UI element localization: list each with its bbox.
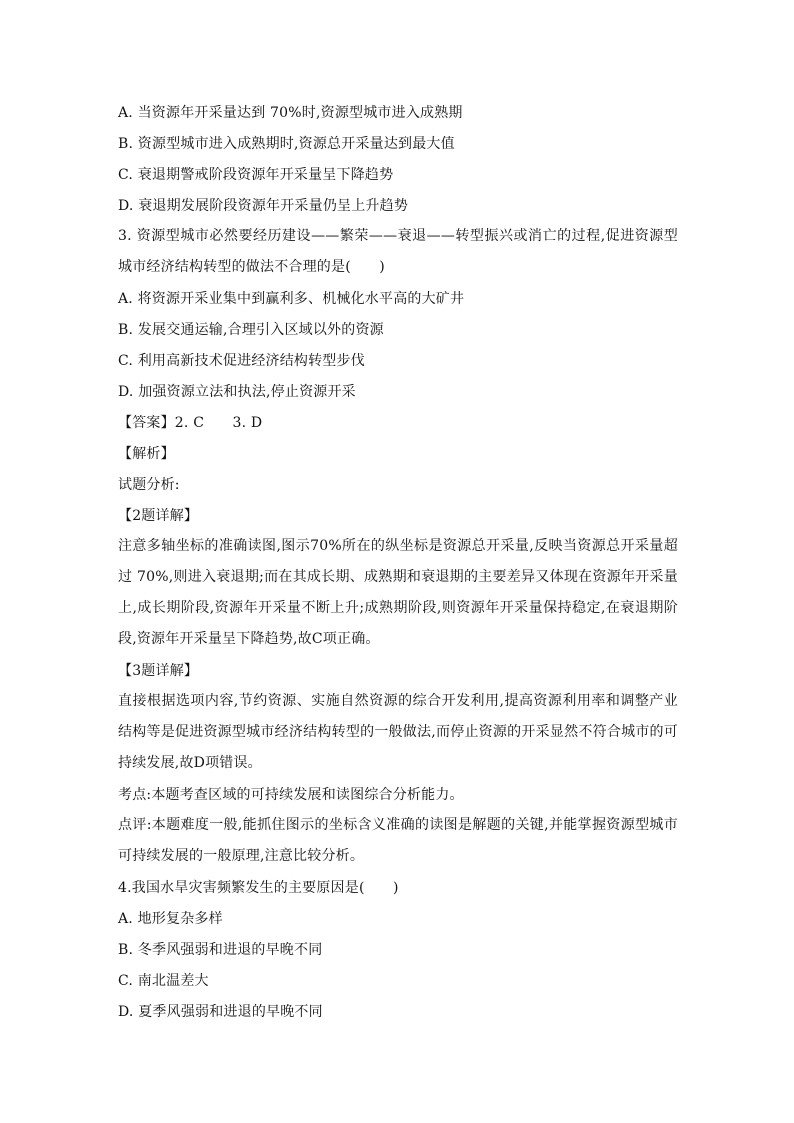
q2-option-d: D. 衰退期发展阶段资源年开采量仍呈上升趋势 — [118, 198, 409, 214]
dianping-note: 点评:本题难度一般,能抓住图示的坐标含义准确的读图是解题的关键,并能掌握资源型城市可持续发展的一般原理,注意比较分析。 — [118, 817, 678, 864]
q3-option-c: C. 利用高新技术促进经济结构转型步伐 — [118, 353, 365, 369]
q2-option-c: C. 衰退期警戒阶段资源年开采量呈下降趋势 — [118, 167, 394, 183]
q3-stem: 3. 资源型城市必然要经历建设——繁荣——衰退——转型振兴或消亡的过程,促进资源型城市经济结构转型的做法不合理的是( ) — [118, 228, 678, 275]
q2-detail-heading: 【2题详解】 — [118, 508, 199, 524]
q3-option-d: D. 加强资源立法和执法,停止资源开采 — [118, 384, 356, 400]
analysis-intro: 试题分析: — [118, 477, 180, 493]
q3-option-b: B. 发展交通运输,合理引入区域以外的资源 — [118, 322, 384, 338]
q3-detail-text: 直接根据选项内容,节约资源、实施自然资源的综合开发利用,提高资源利用率和调整产业结构等是促进资源型城市经济结构转型的一般做法,而停止资源的开采显然不符合城市的可持续发展,故D项错误。 — [118, 693, 678, 771]
answer-line: 【答案】2. C 3. D — [118, 415, 263, 431]
analysis-heading: 【解析】 — [118, 446, 175, 462]
q3-detail-heading: 【3题详解】 — [118, 663, 199, 679]
q2-option-a: A. 当资源年开采量达到 70%时,资源型城市进入成熟期 — [118, 105, 463, 121]
q4-stem: 4.我国水旱灾害频繁发生的主要原因是( ) — [118, 880, 399, 896]
q2-option-b: B. 资源型城市进入成熟期时,资源总开采量达到最大值 — [118, 136, 455, 152]
q4-option-a: A. 地形复杂多样 — [118, 911, 223, 927]
q4-option-c: C. 南北温差大 — [118, 973, 209, 989]
q2-detail-text: 注意多轴坐标的准确读图,图示70%所在的纵坐标是资源总开采量,反映当资源总开采量超过 70%,则进入衰退期;而在其成长期、成熟期和衰退期的主要差异又体现在资源年开采量上,成长期阶段,资源年开采量不断上升;成熟期阶段,则资源年开采量保持稳定,在衰退期阶段,资源年开采量呈下降趋势,故C项正确。 — [118, 538, 678, 647]
kaodian-note: 考点:本题考查区域的可持续发展和读图综合分析能力。 — [118, 787, 464, 803]
q3-option-a: A. 将资源开采业集中到赢利多、机械化水平高的大矿井 — [118, 291, 465, 307]
q4-option-d: D. 夏季风强弱和进退的早晚不同 — [118, 1004, 323, 1020]
q4-option-b: B. 冬季风强弱和进退的早晚不同 — [118, 942, 323, 958]
